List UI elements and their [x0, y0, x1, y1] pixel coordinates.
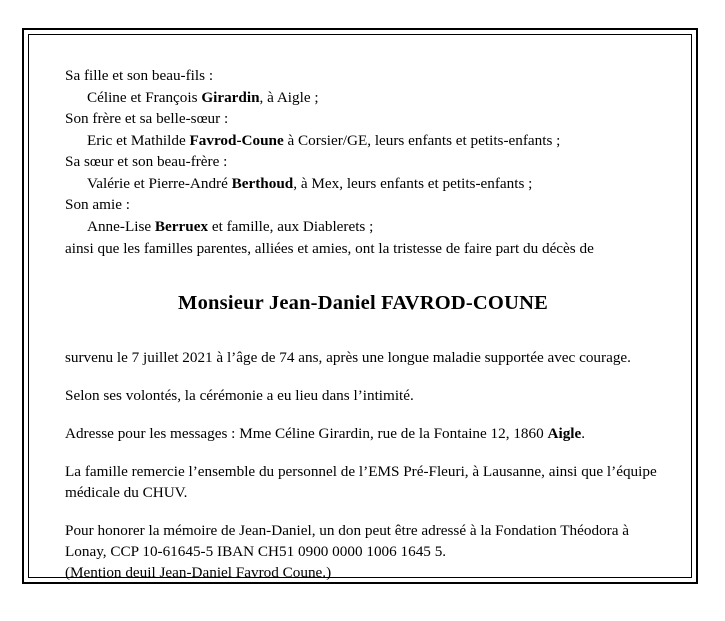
relatives-detail-pre: Céline et François [87, 88, 202, 106]
donation-line-1: Pour honorer la mémoire de Jean-Daniel, un don peut être adressé à la Fondation Théodora à [65, 522, 629, 540]
deceased-name: Monsieur Jean-Daniel FAVROD-COUNE [178, 292, 548, 315]
paragraph-ceremony: Selon ses volontés, la cérémonie a eu lieu dans l’intimité. [65, 387, 414, 405]
relatives-detail-surname: Berruex [154, 218, 209, 236]
relatives-detail-pre: Valérie et Pierre-André [87, 174, 232, 192]
death-notice-content [65, 65, 661, 584]
relatives-heading: Son amie : [65, 196, 130, 214]
relatives-heading: Son frère et sa belle-sœur : [65, 110, 229, 128]
messages-address-city: Aigle [547, 425, 582, 443]
relatives-detail-surname: Favrod-Coune [189, 131, 284, 149]
relatives-detail [65, 130, 661, 152]
relatives-detail-pre: Anne-Lise [87, 218, 155, 236]
relatives-detail-post: , à Aigle ; [259, 88, 319, 106]
relatives-list [65, 65, 661, 259]
relatives-detail [65, 216, 661, 238]
paragraph-messages-address [65, 424, 661, 445]
relatives-detail-surname: Berthoud [231, 174, 294, 192]
messages-address-pre: Adresse pour les messages : Mme Céline Girardin, rue de la Fontaine 12, 1860 [65, 425, 548, 443]
death-notice-frame [22, 28, 698, 584]
paragraph-thanks: La famille remercie l’ensemble du personnel de l’EMS Pré-Fleuri, à Lausanne, ainsi que l’équipe médicale du CHUV. [65, 463, 657, 502]
relatives-detail-post: , à Mex, leurs enfants et petits-enfants ; [293, 174, 533, 192]
relatives-detail-post: à Corsier/GE, leurs enfants et petits-enfants ; [283, 131, 561, 149]
relatives-detail-surname: Girardin [201, 88, 260, 106]
death-notice-inner-border [28, 34, 692, 582]
relatives-detail [65, 87, 661, 109]
donation-line-3: (Mention deuil Jean-Daniel Favrod Coune.) [65, 564, 332, 582]
relatives-detail-pre: Eric et Mathilde [87, 131, 190, 149]
announcement-closing-line: ainsi que les familles parentes, alliées et amies, ont la tristesse de faire part du décès de [65, 239, 594, 257]
relatives-detail-post: et famille, aux Diablerets ; [208, 218, 374, 236]
relatives-heading: Sa fille et son beau-fils : [65, 67, 214, 84]
messages-address-post: . [581, 425, 586, 443]
paragraph-donation [65, 521, 661, 584]
paragraph-death-details: survenu le 7 juillet 2021 à l’âge de 74 ans, après une longue maladie supportée avec courage. [65, 349, 631, 367]
relatives-detail [65, 173, 661, 195]
relatives-heading: Sa sœur et son beau-frère : [65, 153, 228, 171]
donation-line-2: Lonay, CCP 10-61645-5 IBAN CH51 0900 0000 1006 1645 5. [65, 543, 447, 561]
